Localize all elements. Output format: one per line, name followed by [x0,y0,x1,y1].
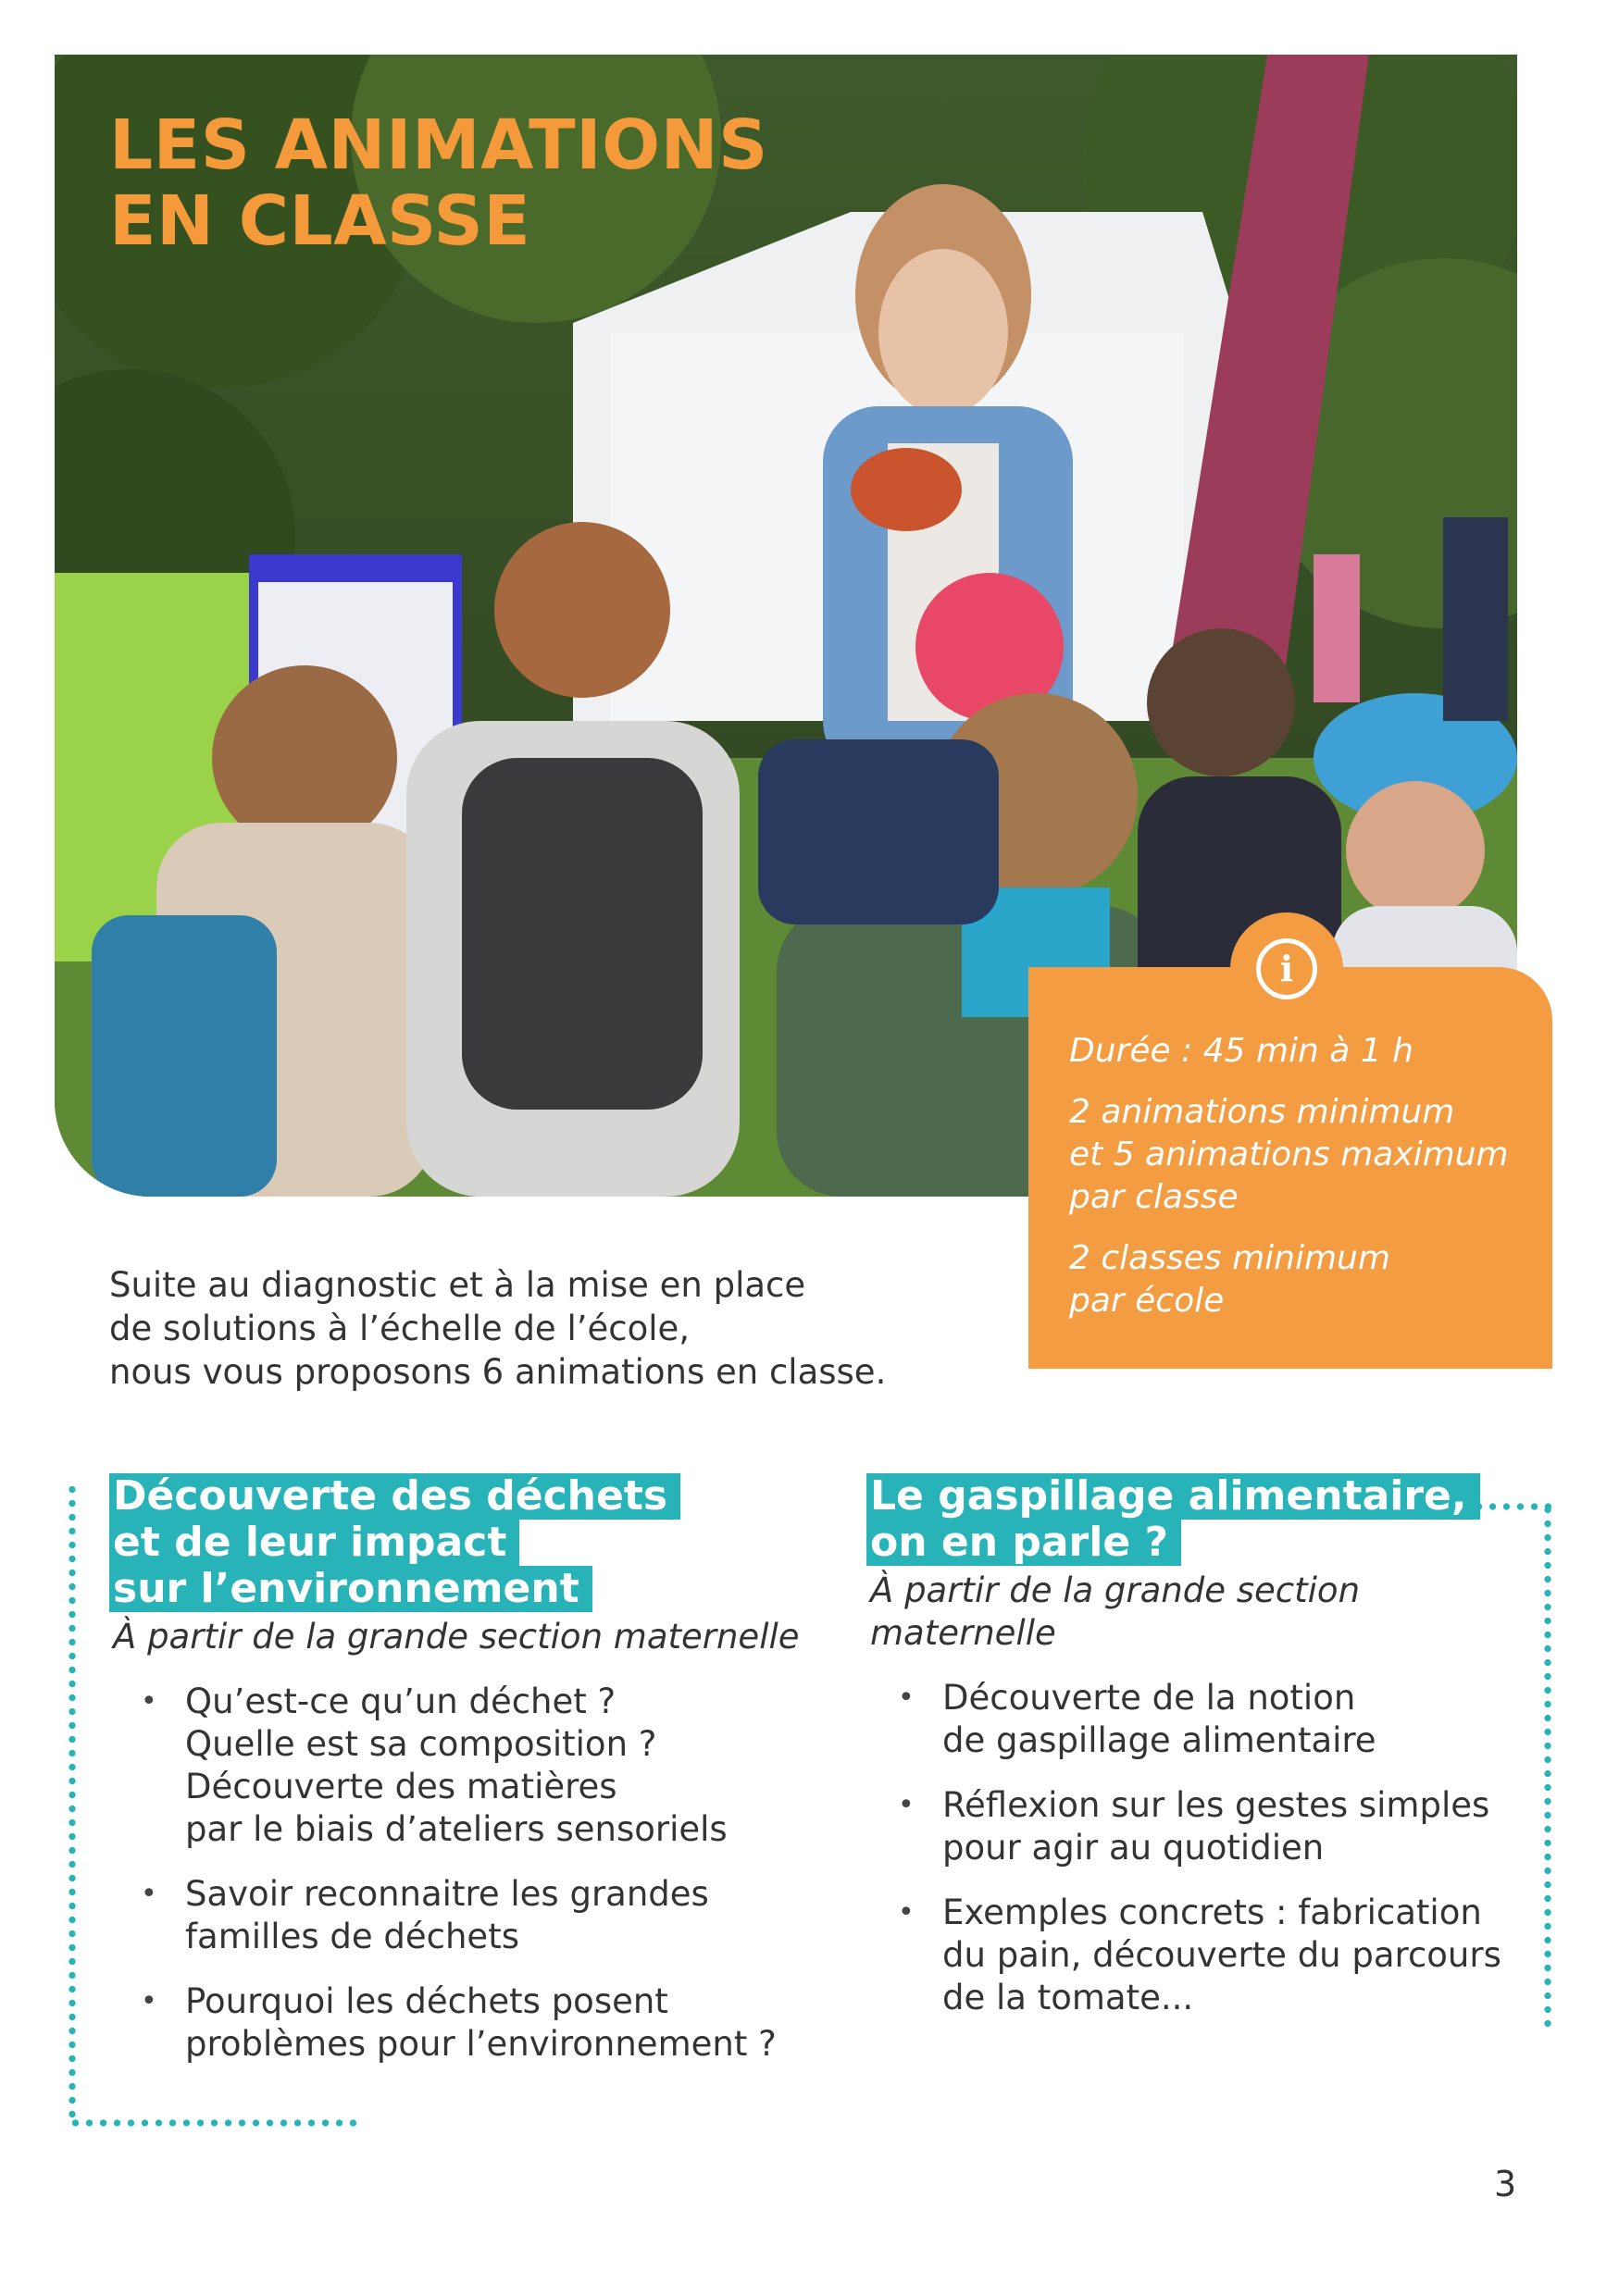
section-subtitle: À partir de la grande section maternelle [113,1617,800,1657]
bullet-icon: • [898,1682,915,1714]
bullet-icon: • [898,1896,915,1929]
info-animations [1069,1091,1525,1219]
section-title [109,1473,850,1612]
list-item [866,1892,1533,2019]
section-subtitle [870,1570,1533,1655]
info-classes [1069,1237,1525,1322]
list-item [109,1681,850,1851]
list-item-line: Savoir reconnaitre les grandes [185,1874,709,1914]
section-title-line: sur l’environnement [109,1566,592,1612]
list-item-line: problèmes pour l’environnement ? [185,2024,777,2064]
section-list [866,1677,1533,2019]
info-animations-line-3: par classe [1069,1178,1239,1216]
section-title-line: et de leur impact [109,1520,519,1566]
list-item-line: du pain, découverte du parcours [942,1935,1501,1975]
section-title-line: Le gaspillage alimentaire, [866,1473,1480,1520]
section-title-line: Découverte des déchets [109,1473,680,1520]
page-title-line-1: LES ANIMATIONS [109,105,768,185]
intro-text [109,1263,998,1394]
info-animations-line-2: et 5 animations maximum [1069,1136,1509,1173]
section-list [109,1681,850,2066]
info-classes-line-2: par école [1069,1282,1225,1320]
list-item-line: Découverte des matières [185,1767,617,1806]
page-title [109,107,768,259]
list-item-line: Découverte de la notion [942,1678,1356,1718]
bullet-icon: • [141,1878,157,1910]
list-item-line: de gaspillage alimentaire [942,1720,1376,1760]
list-item-line: Réflexion sur les gestes simples [942,1785,1490,1825]
list-item-line: Qu’est-ce qu’un déchet ? [185,1682,616,1721]
bullet-icon: • [898,1789,915,1821]
list-item-line: Quelle est sa composition ? [185,1724,657,1764]
intro-line-2: de solutions à l’échelle de l’école, [109,1309,691,1348]
section-title-line: on en parle ? [866,1520,1181,1566]
intro-line-3: nous vous proposons 6 animations en classe. [109,1352,887,1392]
intro-line-1: Suite au diagnostic et à la mise en place [109,1265,806,1305]
list-item-line: pour agir au quotidien [942,1828,1325,1868]
left-section-dotted-border-left [68,1483,76,2123]
page-title-line-2: EN CLASSE [109,181,531,261]
info-duration: Durée : 45 min à 1 h [1069,1032,1414,1070]
bullet-icon: • [141,1985,157,2017]
info-box [1028,967,1552,1369]
section-title [866,1473,1533,1566]
section-food-waste [866,1473,1533,2042]
info-classes-line-1: 2 classes minimum [1069,1239,1390,1277]
info-animations-line-1: 2 animations minimum [1069,1093,1455,1131]
right-section-dotted-border-right [1544,1503,1551,2032]
list-item-line: familles de déchets [185,1917,519,1956]
left-section-dotted-border-bottom [68,2119,361,2127]
section-subtitle-line: maternelle [870,1613,1056,1653]
list-item-line: Exemples concrets : fabrication [942,1893,1482,1932]
list-item [109,1873,850,1958]
list-item [866,1677,1533,1762]
list-item-line: de la tomate... [942,1978,1194,2017]
bullet-icon: • [141,1685,157,1718]
list-item [109,1980,850,2066]
list-item-line: Pourquoi les déchets posent [185,1981,668,2021]
list-item [866,1784,1533,1869]
list-item-line: par le biais d’ateliers sensoriels [185,1809,728,1849]
section-waste-discovery [109,1473,850,2088]
info-icon: i [1256,938,1317,999]
page-number: 3 [1494,2164,1517,2204]
section-subtitle-line: À partir de la grande section [870,1570,1361,1610]
